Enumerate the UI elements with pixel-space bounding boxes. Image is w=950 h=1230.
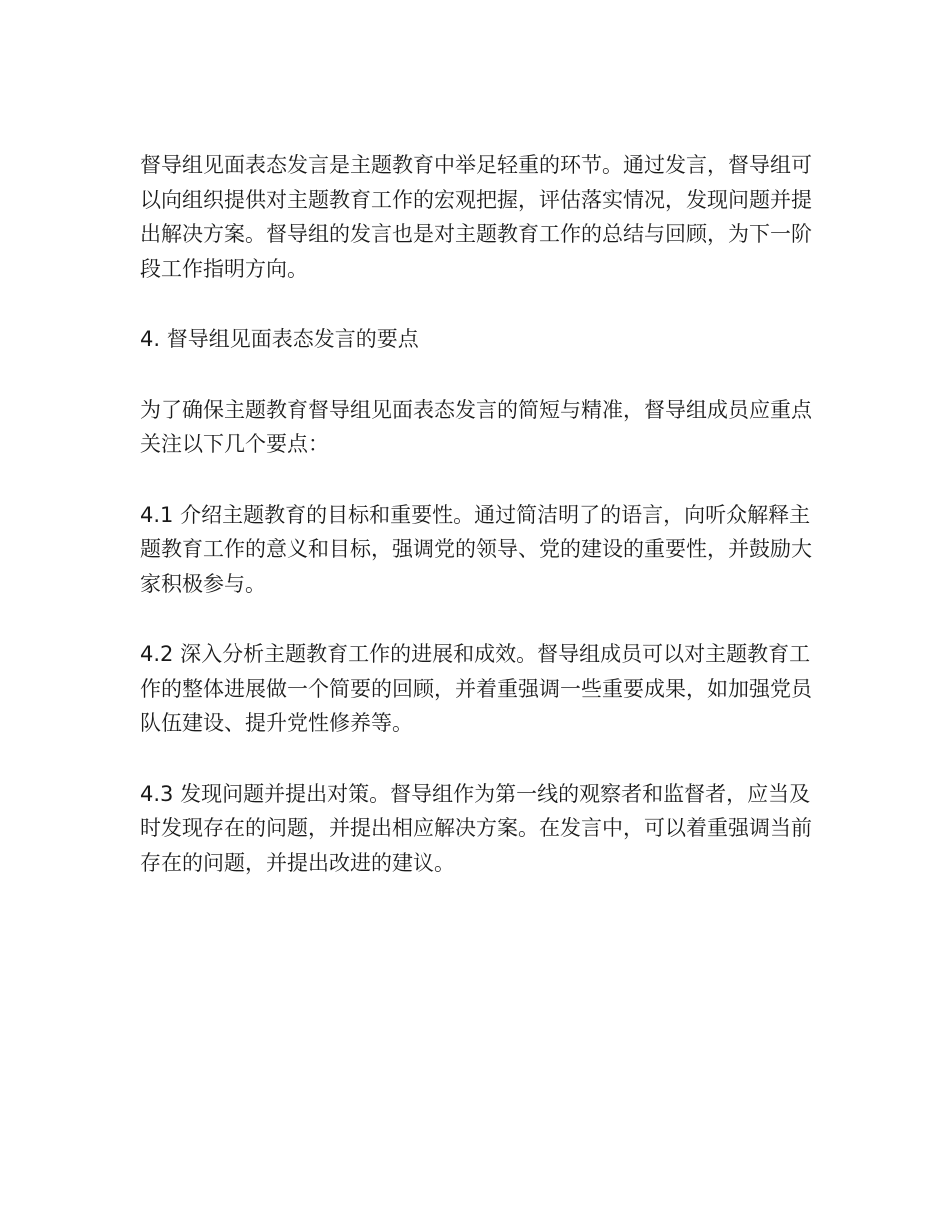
paragraph-point-4-2: 4.2 深入分析主题教育工作的进展和成效。督导组成员可以对主题教育工作的整体进展做一个简要的回顾，并着重强调一些重要成果，如加强党员队伍建设、提升党性修养等。 bbox=[140, 642, 812, 735]
document-body bbox=[140, 148, 812, 916]
paragraph-section-intro: 为了确保主题教育督导组见面表态发言的简短与精准，督导组成员应重点关注以下几个要点： bbox=[140, 397, 812, 456]
paragraph-point-4-3: 4.3 发现问题并提出对策。督导组作为第一线的观察者和监督者，应当及时发现存在的问题，并提出相应解决方案。在发言中，可以着重强调当前存在的问题，并提出改进的建议。 bbox=[140, 781, 812, 875]
paragraph-intro: 督导组见面表态发言是主题教育中举足轻重的环节。通过发言，督导组可以向组织提供对主题教育工作的宏观把握，评估落实情况，发现问题并提出解决方案。督导组的发言也是对主题教育工作的总结与回顾，为下一阶段工作指明方向。 bbox=[140, 153, 812, 281]
section-heading: 4. 督导组见面表态发言的要点 bbox=[140, 327, 419, 351]
paragraph-point-4-1: 4.1 介绍主题教育的目标和重要性。通过简洁明了的语言，向听众解释主题教育工作的意义和目标，强调党的领导、党的建设的重要性，并鼓励大家积极参与。 bbox=[140, 502, 812, 596]
